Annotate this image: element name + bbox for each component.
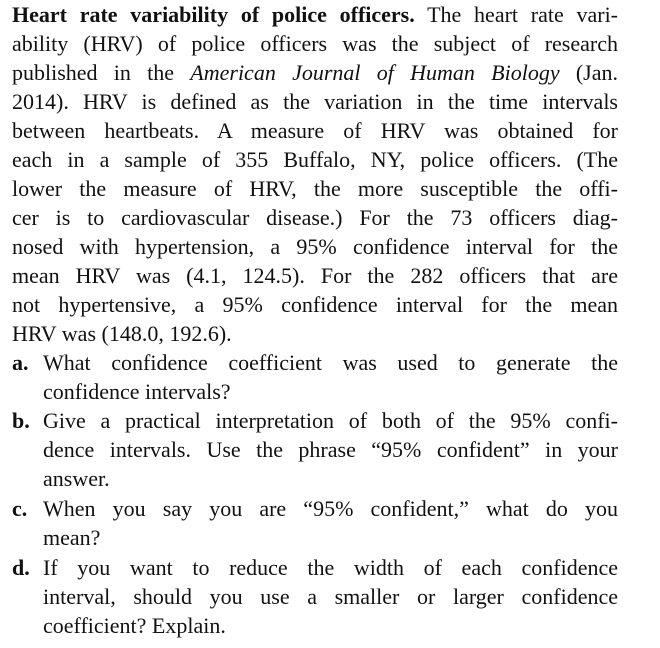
- exercise-title: Heart rate variability of police officers.: [12, 2, 415, 27]
- question-line: If you want to reduce the width of each confidence: [43, 555, 618, 580]
- question-line: Give a practical interpretation of both of the 95% confi-: [43, 408, 618, 433]
- paragraph-line: [12, 58, 618, 87]
- question-letter: d.: [12, 555, 30, 580]
- question-letter: a.: [12, 350, 29, 375]
- question-line: confidence intervals?: [43, 379, 231, 404]
- paragraph-line: mean HRV was (4.1, 124.5). For the 282 officers that are: [12, 263, 618, 288]
- paragraph-line: HRV was (148.0, 192.6).: [12, 321, 232, 346]
- question-line: dence intervals. Use the phrase “95% confident” in your: [43, 437, 618, 462]
- question-line: coefficient? Explain.: [43, 613, 226, 638]
- paragraph-line: ability (HRV) of police officers was the subject of research: [12, 31, 618, 56]
- paragraph-line: [12, 0, 618, 29]
- question-line: mean?: [43, 525, 101, 550]
- question-line: When you say you are “95% confident,” what do you: [43, 496, 618, 521]
- paragraph-line: cer is to cardiovascular disease.) For the 73 officers diag-: [12, 205, 618, 230]
- paragraph-line: not hypertensive, a 95% confidence interval for the mean: [12, 292, 618, 317]
- question-line: answer.: [43, 466, 110, 491]
- paragraph-line: nosed with hypertension, a 95% confidence interval for the: [12, 234, 618, 259]
- question-letter: c.: [12, 496, 28, 521]
- question-letter: b.: [12, 408, 30, 433]
- paragraph-line: each in a sample of 355 Buffalo, NY, police officers. (The: [12, 147, 618, 172]
- journal-name: American Journal of Human Biology: [190, 60, 560, 85]
- paragraph-line: 2014). HRV is defined as the variation in the time intervals: [12, 89, 618, 114]
- paragraph-line: lower the measure of HRV, the more susceptible the offi-: [12, 176, 618, 201]
- line-text: (Jan.: [575, 60, 618, 85]
- paragraph-line: between heartbeats. A measure of HRV was obtained for: [12, 118, 618, 143]
- line-text: The heart rate vari-: [427, 2, 619, 27]
- line-text: published in the: [12, 60, 175, 85]
- question-line: What confidence coefficient was used to generate the: [43, 350, 618, 375]
- question-line: interval, should you use a smaller or larger confidence: [43, 584, 618, 609]
